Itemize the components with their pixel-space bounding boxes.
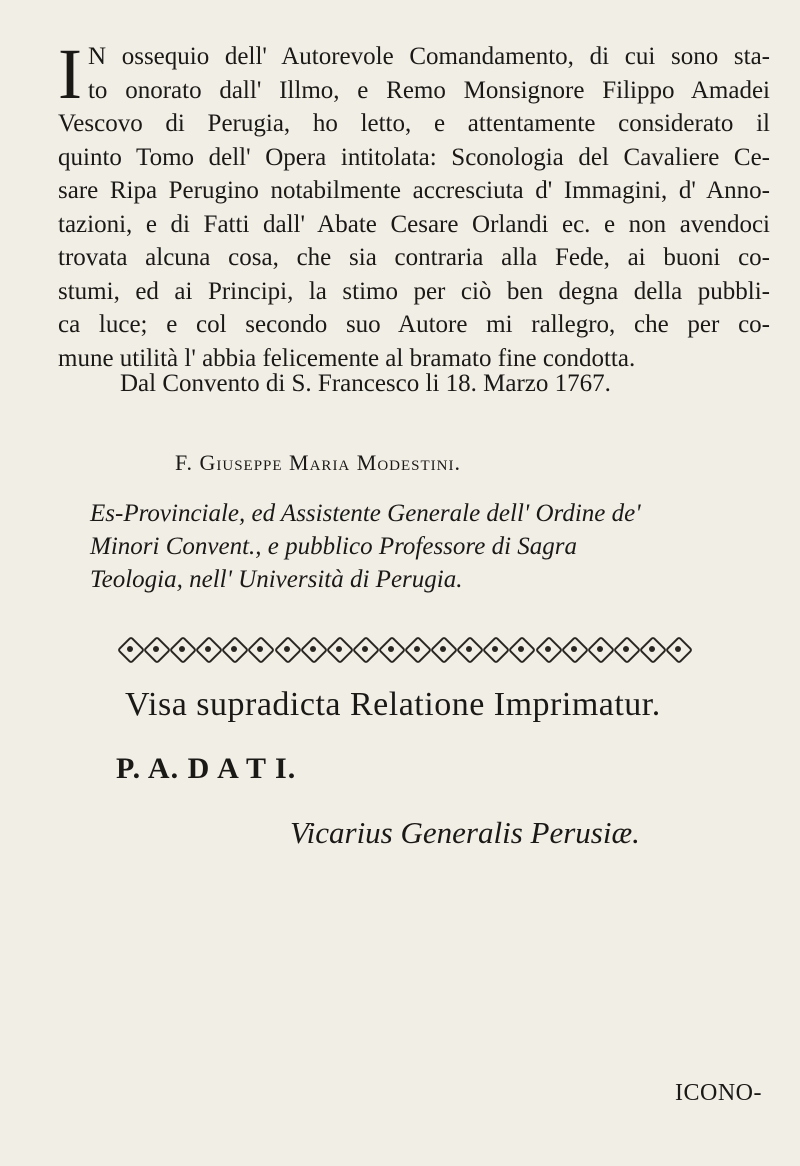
date-line: Dal Convento di S. Francesco li 18. Marzo 1767. <box>120 370 611 397</box>
fleuron-icon <box>301 637 325 661</box>
fleuron-icon <box>222 637 246 661</box>
fleuron-icon <box>144 637 168 661</box>
fleuron-icon <box>353 637 377 661</box>
fleuron-icon <box>431 637 455 661</box>
ornament-divider <box>118 632 690 666</box>
para-line: quinto Tomo dell' Opera intitolata: Sconologia del Cavaliere Ce- <box>58 143 770 171</box>
fleuron-icon <box>248 637 272 661</box>
fleuron-icon <box>640 637 664 661</box>
main-paragraph <box>58 34 770 375</box>
para-line: tazioni, e di Fatti dall' Abate Cesare Orlandi ec. e non avendoci <box>58 210 770 238</box>
title-line: Minori Convent., e pubblico Professore di Sagra <box>90 533 577 560</box>
imprimatur-line: Visa supradicta Relatione Imprimatur. <box>125 686 661 723</box>
fleuron-icon <box>536 637 560 661</box>
fleuron-icon <box>275 637 299 661</box>
fleuron-icon <box>483 637 507 661</box>
pa-dati-name: P. A. D A T I. <box>116 752 297 785</box>
para-line: ca luce; e col secondo suo Autore mi rallegro, che per co- <box>58 311 770 338</box>
drop-cap: I <box>58 34 82 114</box>
para-line: trovata alcuna cosa, che sia contraria alla Fede, ai buoni co- <box>58 244 770 271</box>
para-line: sare Ripa Perugino notabilmente accresciuta d' Immagini, d' Anno- <box>58 177 770 204</box>
fleuron-icon <box>379 637 403 661</box>
title-line: Es-Provinciale, ed Assistente Generale dell' Ordine de' <box>90 500 641 527</box>
vicarius-title: Vicarius Generalis Perusiæ. <box>290 815 640 850</box>
catchword: ICONO- <box>675 1080 762 1106</box>
para-line: Vescovo di Perugia, ho letto, e attentamente considerato il <box>58 110 770 137</box>
fleuron-icon <box>457 637 481 661</box>
fleuron-icon <box>666 637 690 661</box>
fleuron-icon <box>588 637 612 661</box>
approval-paragraph <box>58 34 770 375</box>
fleuron-icon <box>614 637 638 661</box>
signatory-titles <box>90 497 770 596</box>
fleuron-icon <box>405 637 429 661</box>
fleuron-icon <box>509 637 533 661</box>
signature: F. Giuseppe Maria Modestini. <box>175 450 461 475</box>
para-line: to onorato dall' Illmo, e Remo Monsignore Filippo Amadei <box>87 76 770 104</box>
fleuron-icon <box>170 637 194 661</box>
para-line: mune utilità l' abbia felicemente al bramato fine condotta. <box>58 344 636 372</box>
para-line: stumi, ed ai Principi, la stimo per ciò ben degna della pubbli- <box>58 277 770 305</box>
fleuron-icon <box>562 637 586 661</box>
fleuron-icon <box>196 637 220 661</box>
fleuron-icon <box>118 637 142 661</box>
fleuron-icon <box>327 637 351 661</box>
para-line: N ossequio dell' Autorevole Comandamento, di cui sono sta- <box>87 43 770 70</box>
title-line: Teologia, nell' Università di Perugia. <box>90 566 463 593</box>
